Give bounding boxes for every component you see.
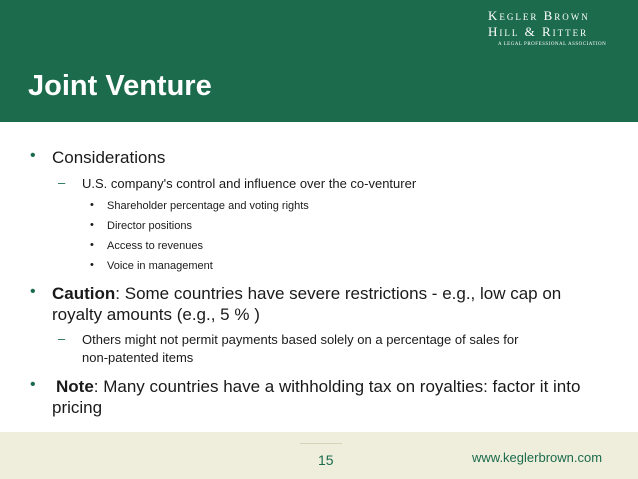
website-link[interactable]: www.keglerbrown.com [472,450,603,465]
dash-icon: – [58,175,66,190]
dash-icon: – [58,331,66,346]
caution-label: Caution [52,284,116,303]
sub-item-revenues: Access to revenues [107,240,203,252]
us-control-text: U.S. company's control and influence over the co-venturer [82,176,417,191]
firm-logo [470,8,630,58]
note-line-1 [56,376,580,397]
sub-item-director: Director positions [107,220,192,232]
slide-title: Joint Venture [28,70,212,102]
sub-item-shareholder: Shareholder percentage and voting rights [107,200,309,212]
bullet-icon: • [30,147,36,164]
bullet-icon: • [90,239,94,251]
caution-line-2: royalty amounts (e.g., 5 % ) [52,305,260,324]
bullet-icon: • [30,283,36,300]
page-number: 15 [318,452,334,468]
bullet-icon: • [90,219,94,231]
note-label: Note [56,377,94,396]
bullet-icon: • [90,199,94,211]
considerations-text: Considerations [52,148,166,167]
slide-header [0,0,638,122]
logo-line-1: Kegler Brown [488,8,590,23]
others-line-1: Others might not permit payments based solely on a percentage of sales for [82,332,519,347]
note-line-2: pricing [52,398,103,417]
caution-line-1 [52,283,561,304]
logo-tagline: A LEGAL PROFESSIONAL ASSOCIATION [498,42,607,47]
note-text-1: : Many countries have a withholding tax on royalties: factor it into [93,377,581,396]
caution-text-1: : Some countries have severe restrictions - e.g., low cap on [115,284,562,303]
others-line-2: non-patented items [82,350,194,365]
bullet-icon: • [90,259,94,271]
bullet-icon: • [30,376,36,393]
logo-line-2: Hill & Ritter [488,24,589,39]
sub-item-management: Voice in management [107,260,213,272]
